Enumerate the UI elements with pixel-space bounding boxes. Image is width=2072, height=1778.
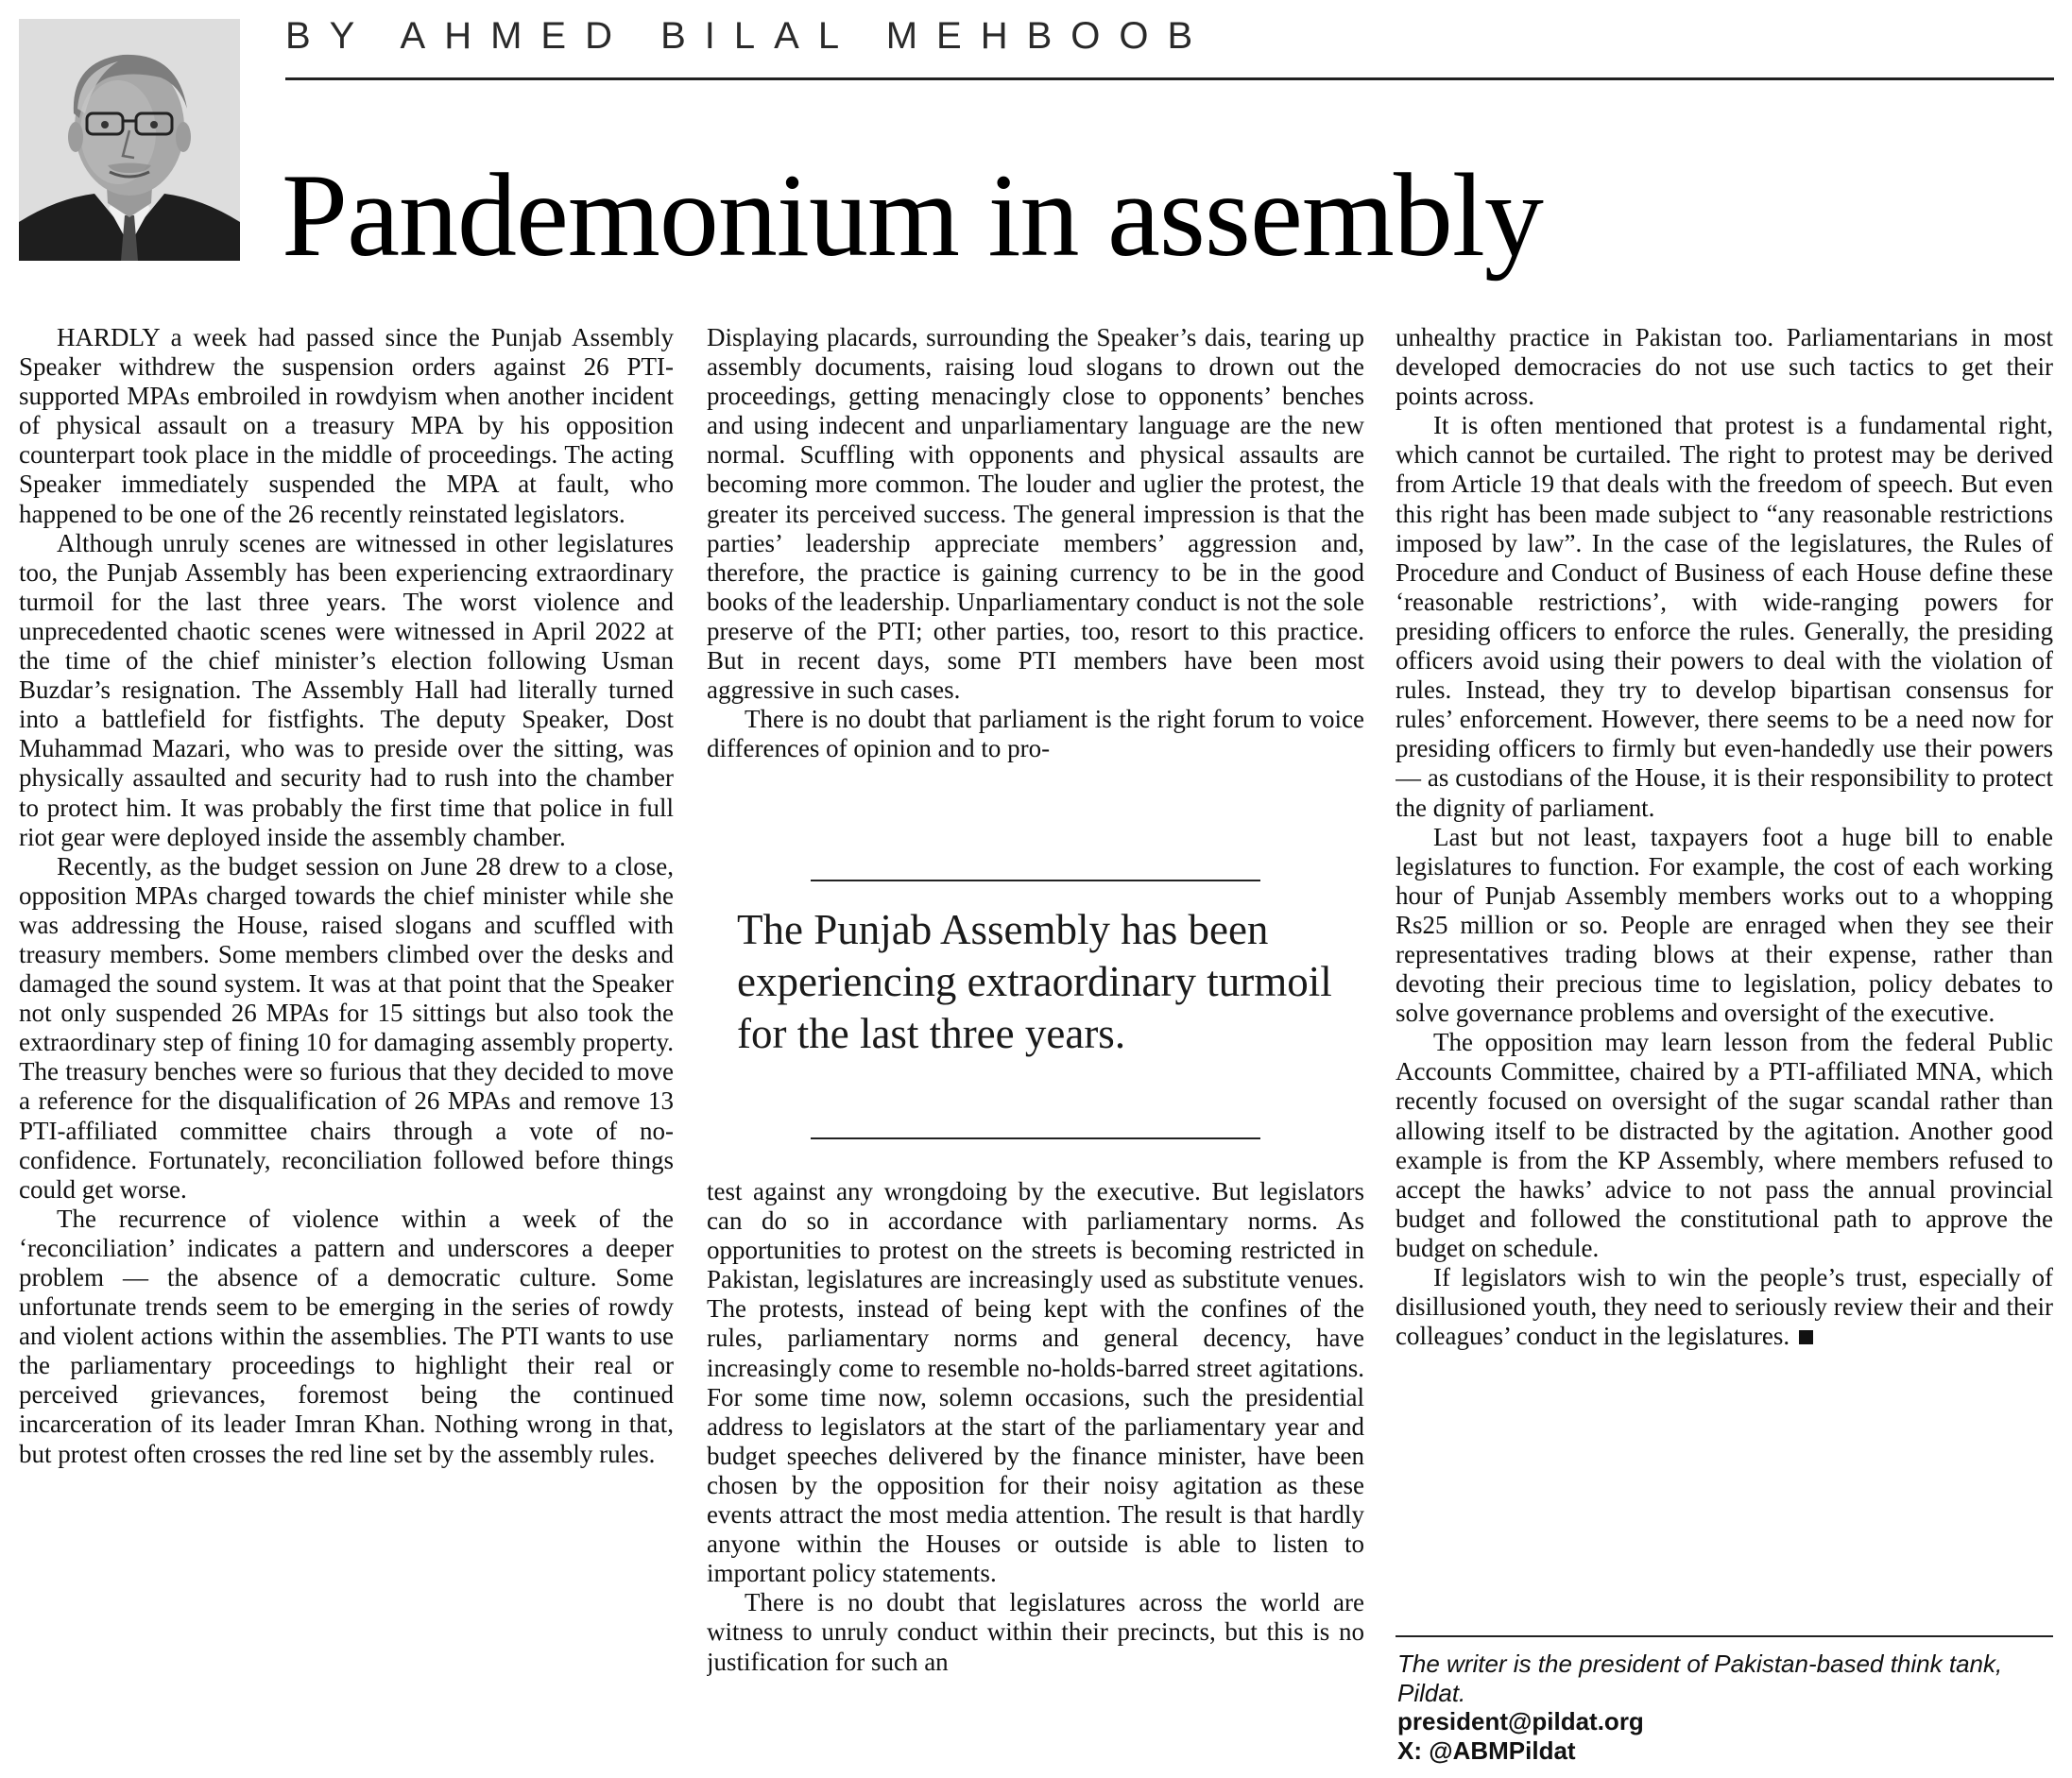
bio-divider — [1396, 1635, 2053, 1637]
headline: Pandemonium in assembly — [282, 150, 1543, 282]
author-portrait — [19, 19, 240, 261]
paragraph: The opposition may learn lesson from the federal Public Accounts Committee, chaired by a PTI-affiliated MNA, which recently focused on oversight of the sugar scandal rather than allowing itself to be distracted by the agitation. Another good example is from the KP Assembly, where members refused to accept the hawks’ advice to not pass the annual provincial budget and followed the constitutional path to approve the budget on schedule. — [1396, 1028, 2053, 1262]
paragraph-text: If legislators wish to win the people’s trust, especially of disillusioned youth, they need to seriously review their and their colleagues’ conduct in the legislatures. — [1396, 1263, 2053, 1351]
paragraph-final — [1396, 1263, 2053, 1351]
paragraph: test against any wrongdoing by the executive. But legislators can do so in accordance with parliamentary norms. As opportunities to protest on the streets is becoming restricted in Pakistan, legislatures are increasingly used as substitute venues. The protests, instead of being kept with the confines of the rules, parliamentary norms and general decency, have increasingly come to resemble no-holds-barred street agitations. For some time now, solemn occasions, such the presidential address to legislators at the start of the parliamentary year and budget speeches delivered by the finance minister, have been chosen by the opposition for their noisy agitation as these events attract the most media attention. The result is that hardly anyone within the Houses or outside is able to listen to important policy statements. — [707, 1177, 1364, 1588]
pullquote-rule-bottom — [811, 1137, 1260, 1139]
end-square-icon — [1799, 1330, 1813, 1344]
article-column-3 — [1396, 323, 2053, 1636]
paragraph: The recurrence of violence within a week of the ‘reconciliation’ indicates a pattern and underscores a deeper problem — the absence of a democratic culture. Some unfortunate trends seem to be emerging in the series of rowdy and violent actions within the assemblies. The PTI wants to use the parliamentary proceedings to highlight their real or perceived grievances, foremost being the continued incarceration of its leader Imran Khan. Nothing wrong in that, but protest often crosses the red line set by the assembly rules. — [19, 1204, 674, 1468]
paragraph: Although unruly scenes are witnessed in other legislatures too, the Punjab Assembly has been experiencing extraordinary turmoil for the last three years. The worst violence and unprecedented chaotic scenes were witnessed in April 2022 at the time of the chief minister’s election following Usman Buzdar’s resignation. The Assembly Hall had literally turned into a battlefield for fistfights. The deputy Speaker, Dost Muhammad Mazari, who was to preside over the sitting, was physically assaulted and security had to rush into the chamber to protect him. It was probably the first time that police in full riot gear were deployed inside the assembly chamber. — [19, 528, 674, 851]
paragraph: HARDLY a week had passed since the Punjab Assembly Speaker withdrew the suspension orders against 26 PTI-supported MPAs embroiled in rowdyism when another incident of physical assault on a treasury MPA by his opposition counterpart took place in the middle of proceedings. The acting Speaker immediately suspended the MPA at fault, who happened to be one of the 26 recently reinstated legislators. — [19, 323, 674, 528]
article-column-2-top — [707, 323, 1364, 862]
author-bio — [1397, 1650, 2053, 1765]
paragraph: unhealthy practice in Pakistan too. Parliamentarians in most developed democracies do not use such tactics to get their points across. — [1396, 323, 2053, 411]
paragraph: There is no doubt that parliament is the right forum to voice differences of opinion and to pro- — [707, 705, 1364, 763]
pullquote: The Punjab Assembly has been experiencing extraordinary turmoil for the last three years. — [737, 906, 1332, 1057]
article-column-2-bottom — [707, 1177, 1364, 1772]
paragraph: Last but not least, taxpayers foot a huge bill to enable legislatures to function. For example, the cost of each working hour of Punjab Assembly members works out to a whopping Rs25 million or so. People are enraged when they see their representatives trading blows at their expense, rather than devoting their precious time to legislation, policy debates to solve governance problems and oversight of the executive. — [1396, 822, 2053, 1028]
bio-text: The writer is the president of Pakistan-based think tank, Pildat. — [1397, 1650, 2003, 1707]
pullquote-rule-top — [811, 880, 1260, 881]
paragraph: Recently, as the budget session on June 28 drew to a close, opposition MPAs charged towards the chief minister while she was addressing the House, raised slogans and scuffled with treasury members. Some members climbed over the desks and damaged the sound system. It was at that point that the Speaker not only suspended 26 MPAs for 15 sittings but also took the extraordinary step of fining 10 for damaging assembly property. The treasury benches were so furious that they decided to move a reference for the disqualification of 26 MPAs and remove 13 PTI-affiliated committee chairs through a vote of no-confidence. Fortunately, reconciliation followed before things could get worse. — [19, 851, 674, 1204]
author-email[interactable]: president@pildat.org — [1397, 1707, 1644, 1735]
paragraph: It is often mentioned that protest is a fundamental right, which cannot be curtailed. The right to protest may be derived from Article 19 that deals with the freedom of speech. But even this right has been made subject to “any reasonable restrictions imposed by law”. In the case of the legislatures, the Rules of Procedure and Conduct of Business of each House define these ‘reasonable restrictions’, with wide-ranging powers for presiding officers to enforce the rules. Generally, the presiding officers avoid using their powers to deal with the violation of rules. Instead, they try to develop bipartisan consensus for rules’ enforcement. However, there seems to be a need now for presiding officers to firmly but even-handedly use their powers — as custodians of the House, it is their responsibility to protect the dignity of parliament. — [1396, 411, 2053, 822]
byline: BY AHMED BILAL MEHBOOB — [285, 15, 1212, 57]
author-x-handle[interactable]: X: @ABMPildat — [1397, 1735, 1576, 1765]
byline-divider — [285, 77, 2054, 80]
paragraph: Displaying placards, surrounding the Speaker’s dais, tearing up assembly documents, raising loud slogans to drown out the proceedings, getting menacingly close to opponents’ benches and using indecent and unparliamentary language are the new normal. Scuffling with opponents and physical assaults are becoming more common. The louder and uglier the protest, the greater its perceived success. The general impression is that the parties’ leadership appreciate members’ aggression and, therefore, the practice is gaining currency to be in the good books of the leadership. Unparliamentary conduct is not the sole preserve of the PTI; other parties, too, resort to this practice. But in recent days, some PTI members have been most aggressive in such cases. — [707, 323, 1364, 705]
article-column-1 — [19, 323, 674, 1769]
paragraph: There is no doubt that legislatures across the world are witness to unruly conduct within their precincts, but this is no justification for such an — [707, 1588, 1364, 1676]
